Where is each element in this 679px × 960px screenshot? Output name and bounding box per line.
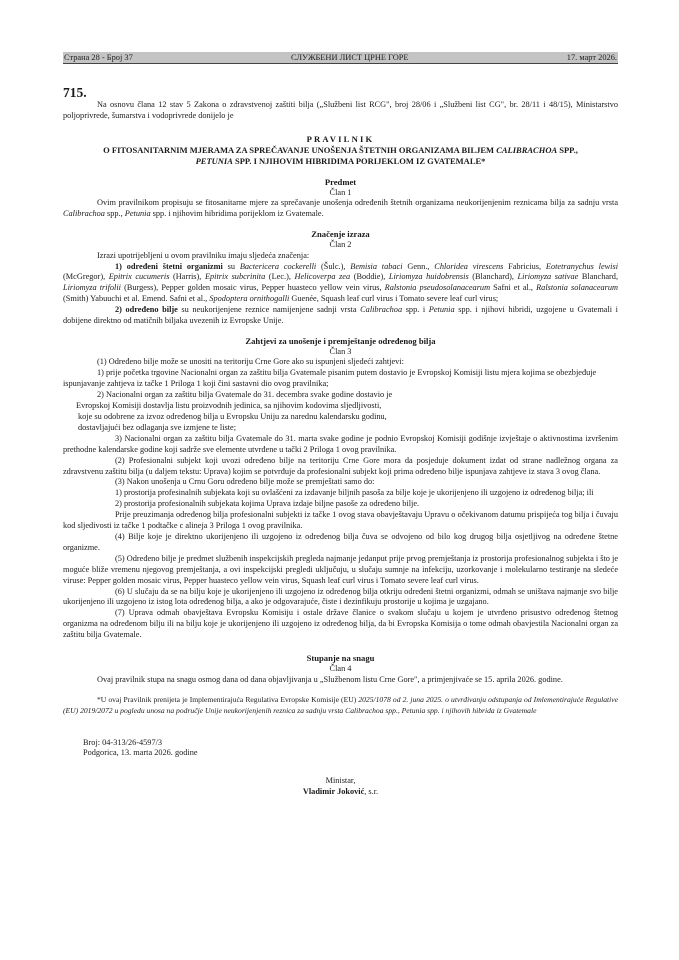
document-title: O FITOSANITARNIM MJERAMA ZA SPREČAVANJE UNOŠENJA ŠTETNIH ORGANIZAMA BILJEM CALIBRACHOA SPP., PETUNIA SPP. I NJIHOVIM HIBRIDIMA PORIJEKLOM IZ GVATEMALE* [103, 144, 578, 166]
page-header-bar [63, 52, 618, 64]
section-heading-entry-into-force: Stupanje na snagu [306, 653, 375, 664]
article-3-para-1-item-1: 1) prije početka trgovine Nacionalni organ za zaštitu bilja Gvatemale pisanim putem dostavio je Evropskoj Komisiji listu mjera kojima se obezbjeđuje ispunjavanje zahtjeva iz tačke 1 Priloga 1 koji čini sastavni dio ovog pravilnika; [63, 368, 597, 389]
footnote: *U ovaj Pravilnik prenijeta je Implementirajuća Regulativa Evropske Komisije (EU) 2025/1078 od 2. juna 2025. o utvrđivanju odstupanja od Imlementirajuće Regulative (EU) 2019/2072 u pogledu unosa na područje Unije neukorijenjenih reznica za sadnju vrsta Calibrachoa spp., Petunia spp. i njihovih hibrida iz Gvatemale [63, 695, 618, 715]
page-number: Страна 28 - Број 37 [64, 53, 133, 62]
preamble: Na osnovu člana 12 stav 5 Zakona o zdravstvenoj zaštiti bilja („Službeni list RCG", broj 28/06 i „Službeni list CG", br. 28/11 i 48/15), Ministarstvo poljoprivrede, šumarstva i vodoprivrede donijelo je [63, 100, 618, 120]
article-3-para-3-item-2: 2) prostorija profesionalnih subjekata kojima Uprava izdaje biljne pasoše za određeno bilje. [115, 499, 420, 509]
article-2-label: Član 2 [329, 240, 352, 250]
article-3-label: Član 3 [329, 346, 352, 356]
article-3-para-4: (4) Bilje koje je direktno ukorijenjeno ili uzgojeno iz određenog bilja čuva se odvojeno od bilo kog drugog bilja osjetljivog na određene štetne organizme. [63, 531, 618, 552]
article-4-text: Ovaj pravilnik stupa na snagu osmog dana od dana objavljivanja u „Službenom listu Crne Gore", a primjenjivaće se 15. aprila 2026. godine. [97, 674, 563, 684]
article-3-para-3-note: Prije preuzimanja određenog bilja profesionalni subjekti iz tačke 1 ovog stava obavještavaju Upravu o očekivanom datumu prispijeća tog bilja i čuvaju kod sljedivosti iz tačke 1 podtačke c alineja 3 Priloga 1 ovog pravilnika. [63, 510, 618, 531]
definition-1: 1) određeni štetni organizmi su Bactericera cockerelli (Šulc.), Bemisia tabaci Genn., Chloridea virescens Fabricius, Eotetranychus lewisi (McGregor), Epitrix cucumeris (Harris), Epitrix subcrinita (Lec.), Helicoverpa zea (Boddie), Liriomyza huidobrensis (Blanchard), Liriomyza sativae Blanchard, Liriomyza trifolii (Burgess), Pepper golden mosaic virus, Pepper huasteco yellow vein virus, Ralstonia pseudosolanacearum Safni et al., Ralstonia solanacearum (Smith) Yabuuchi et al. Emend. Safni et al., Spodoptera ornithogalli Guenée, Squash leaf curl virus i Tomato severe leaf curl virus; [63, 261, 619, 304]
gazette-title: СЛУЖБЕНИ ЛИСТ ЦРНЕ ГОРЕ [291, 53, 409, 62]
article-3-para-6: (6) U slučaju da se na bilju koje je ukorijenjeno ili uzgojeno iz određenog bilja otkriju određeni štetni organizmi, odmah se uništava najmanje svo bilje ukorijenjeno ili uzgojeno iz istog lota određenog bilja, a ako je odgovarajuće, čiste i dezinfikuju prostorije u kojima je uzgajano. [63, 586, 618, 607]
article-3-para-1-item-2c: koje su odobrene za izvoz određenog bilja u Evropsku Uniju za narednu kalendarsku godinu, [78, 412, 387, 421]
reference-place-date: Podgorica, 13. marta 2026. godine [83, 748, 198, 758]
reference-block [63, 738, 618, 759]
signatory-role: Ministar, [325, 776, 356, 786]
signature-block [63, 775, 618, 797]
article-3-para-7: (7) Uprava odmah obavještava Evropsku Komisiju i ostale države članice o svakom slučaju u kojem je utvrđeno prisustvo određenog štetnog organizma na određenom bilju ili na bilju koje je ukorijenjeno ili uzgojeno iz određenog bilja, da bi Evropska Komisija o tome odmah obavjestila Nacionalni organ za zaštitu bilja Gvatemale. [63, 608, 618, 640]
article-3-para-3-item-1: 1) prostorija profesinalnih subjekata koji su ovlašćeni za izdavanje biljnih pasoša za bilje koje je ukorijenjeno ili uzgojeno iz određenog bilja; ili [115, 488, 594, 498]
section-heading-definitions: Značenje izraza [311, 229, 370, 240]
article-3-para-1-item-2d: dostavljajući bez odlaganja sve izmjene te liste; [78, 422, 237, 432]
section-heading-predmet: Predmet [324, 176, 357, 187]
article-3-para-1-item-3: 3) Nacionalni organ za zaštitu bilja Gvatemale do 31. marta svake godine je podnio Evropskoj Komisiji godišnje izvještaje o aktivnostima izvršenim prethodne kalendarske godine koji sadrže sve elemente utvrđene u tački 2 Priloga 1 ovog pravilnika. [63, 433, 618, 454]
article-4-label: Član 4 [329, 664, 352, 674]
section-heading-requirements: Zahtjevi za unošenje i premještanje određenog bilja [245, 335, 436, 346]
issue-date: 17. март 2026. [566, 53, 617, 62]
article-1-text: Ovim pravilnikom propisuju se fitosanitarne mjere za sprečavanje unošenja određenih štetnih organizama neukorijenjenim reznicama bilja za sadnju vrsta Calibrachoa spp., Petunia spp. i njihovim hibridima porijeklom iz Gvatemale. [63, 198, 618, 219]
article-1-label: Član 1 [329, 187, 352, 197]
signatory-name: Vladimir Joković, s.r. [302, 787, 379, 797]
document-type-heading: PRAVILNIK [306, 133, 375, 144]
gazette-page [63, 52, 618, 797]
article-3-para-3: (3) Nakon unošenja u Crnu Goru određeno bilje može se premještati samo do: [115, 477, 375, 487]
article-2-intro: Izrazi upotrijebljeni u ovom pravilniku imaju sljedeća značenja: [97, 250, 310, 260]
definition-2: 2) određeno bilje su neukorijenjene reznice namijenjene sadnji vrsta Calibrachoa spp. i Petunia spp. i njihovi hibridi, uzgojene u Gvatemali i dobijene direktno od matičnih biljaka uvezenih iz Evropske Unije. [63, 305, 618, 326]
article-3-para-1-item-2a: 2) Nacionalni organ za zaštitu bilja Gvatemale do 31. decembra svake godine dostavio je [97, 390, 393, 400]
article-3-para-5: (5) Određeno bilje je predmet službenih inspekcijskih pregleda najmanje jedanput prije prvog premještanja iz prostorija profesionalnog subjekta i što je moguće bliže vremenu njegovog premještanja, a ovi inspekcijski pregledi uključuju, u slučaju sumnje na infekciju, uzorkovanje i molekularno testiranje na sledeće viruse: Pepper golden mosaic virus, Pepper huasteco yellow vein virus, Squash leaf curl virus i Tomato severe leaf curl virus. [63, 553, 618, 585]
article-3-para-1: (1) Određeno bilje može se unositi na teritoriju Crne Gore ako su ispunjeni sljedeći zahtjevi: [97, 357, 404, 367]
article-3-para-2: (2) Profesionalni subjekt koji uvozi određeno bilje na teritoriju Crne Gore mora da posjeduje dokument izdat od strane nadležnog organa za zdravstvenu zaštitu bilja (u daljem tekstu: Uprava) kojim se potvrđuje da profesionalni subjekt koji prima određeno bilje ispunjava zahtjeve iz stava 3 ovog člana. [63, 455, 618, 476]
document-number: 715. [63, 85, 87, 100]
article-3-para-1-item-2b: Evropskoj Komisiji dostavlja listu proizvodnih jedinica, sa njihovim kodovima sljedljivosti, [76, 401, 382, 411]
reference-number: Broj: 04-313/26-4597/3 [83, 737, 163, 747]
